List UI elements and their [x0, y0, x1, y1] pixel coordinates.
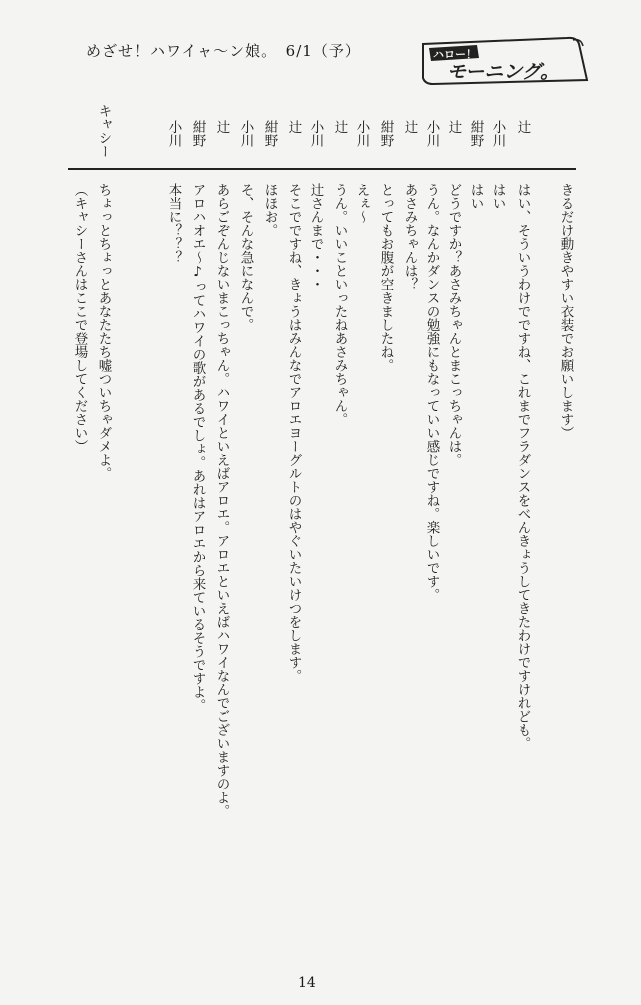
speaker-label: 辻	[331, 120, 348, 134]
dialogue-line: アロハオエ〜♪ってハワイの歌があるでしょ。あれはアロエから来ているそうですよ。	[189, 183, 206, 712]
speaker-label: 辻	[213, 120, 230, 134]
dialogue-line: あさみちゃんは？	[401, 183, 418, 291]
dialogue-line: そこでですね、きょうはみんなでアロエヨーグルトのはやぐいたいけつをします。	[285, 183, 302, 683]
page-number: 14	[298, 975, 316, 991]
dialogue-line: とってもお腹が空きましたね。	[377, 183, 394, 372]
speaker-label: 小川	[353, 120, 370, 147]
dialogue-line: ちょっとちょっとあなたたち嘘ついちゃダメよ。	[95, 183, 112, 480]
speaker-label: 辻	[445, 120, 462, 134]
speaker-label: 小川	[237, 120, 254, 147]
dialogue-line: はい	[489, 183, 506, 210]
dialogue-line: ほほお。	[261, 183, 278, 237]
speaker-label: 紺野	[189, 120, 206, 147]
speaker-label: 辻	[285, 120, 302, 134]
document-title: めざせ！ハワイャ〜ン娘。 6/1（予）	[86, 42, 361, 60]
dialogue-line: どうですか？あさみちゃんとまこっちゃんは。	[445, 183, 462, 467]
speaker-label: 小川	[423, 120, 440, 147]
dialogue-line: そ、そんな急になんで。	[237, 183, 254, 332]
svg-text:ハロー！: ハロー！	[433, 48, 477, 61]
speaker-label: 辻	[401, 120, 418, 134]
stage-direction: （キャシーさんはここで登場してください）	[71, 183, 88, 453]
dialogue-line: はい、そういうわけでですね、これまでフラダンスをべんきょうしてきたわけですけれども。	[514, 183, 531, 750]
speaker-label: 小川	[165, 120, 182, 147]
svg-text:モーニング。: モーニング。	[447, 61, 560, 83]
speaker-label: 紺野	[377, 120, 394, 147]
dialogue-line: はい	[467, 183, 484, 210]
speaker-label: 紺野	[467, 120, 484, 147]
speaker-divider-rule	[68, 168, 576, 170]
speaker-label: 小川	[489, 120, 506, 147]
dialogue-line: うん。いいこといったねあさみちゃん。	[331, 183, 348, 426]
logo-graphic	[417, 34, 591, 88]
speaker-label: 紺野	[261, 120, 278, 147]
dialogue-line: あらごぞんじないまこっちゃん。ハワイといえばアロエ。アロエといえばハワイなんでございますのよ。	[213, 183, 230, 818]
speaker-label: 辻	[514, 120, 531, 134]
speaker-label: キャシー	[95, 104, 112, 158]
dialogue-line: きるだけ動きやすい衣装でお願いします）	[557, 183, 574, 440]
dialogue-line: 辻さんまで・・・	[307, 183, 324, 291]
hello-morning-logo	[417, 34, 591, 88]
dialogue-line: えぇ〜	[353, 183, 370, 224]
dialogue-line: 本当に？？？	[165, 183, 182, 264]
speaker-label: 小川	[307, 120, 324, 147]
dialogue-line: うん。なんかダンスの勉強にもなっていい感じですね。楽しいです。	[423, 183, 440, 602]
